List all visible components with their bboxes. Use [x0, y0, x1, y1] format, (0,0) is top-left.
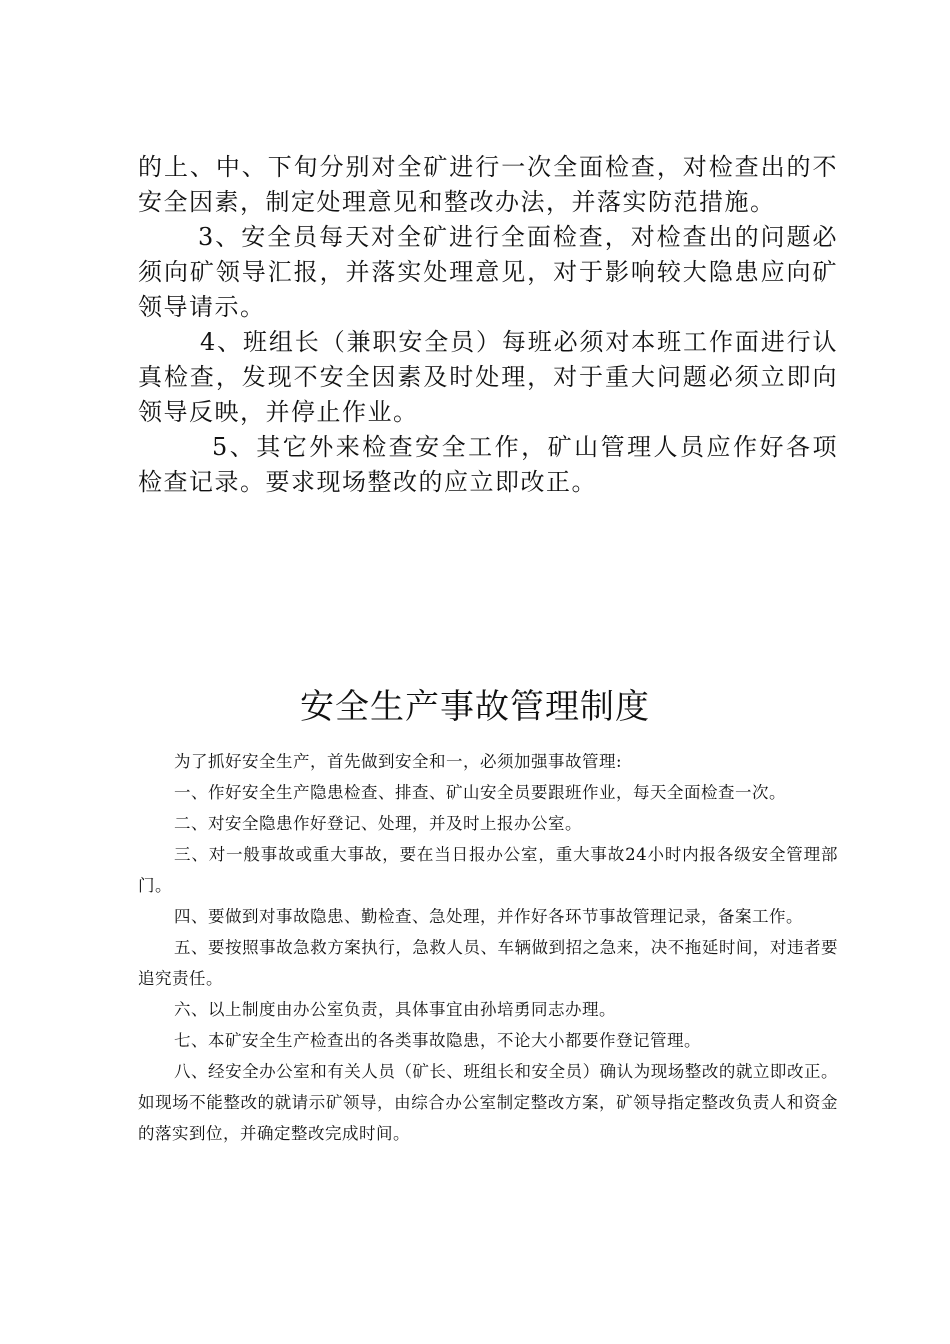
rules-intro: 为了抓好安全生产，首先做到安全和一，必须加强事故管理: [174, 752, 623, 771]
paragraph-item-4: 4、班组长（兼职安全员）每班必须对本班工作面进行认真检查，发现不安全因素及时处理，对于重大问题必须立即向领导反映，并停止作业。 [138, 328, 838, 426]
rule-item-6: 六、以上制度由办公室负责，具体事宜由孙培勇同志办理。 [174, 1000, 616, 1019]
rule-item-8: 八、经安全办公室和有关人员（矿长、班组长和安全员）确认为现场整改的就立即改正。如现场不能整改的就请示矿领导，由综合办公室制定整改方案，矿领导指定整改负责人和资金的落实到位，并确定整改完成时间。 [138, 1062, 838, 1143]
rule-item-2: 二、对安全隐患作好登记、处理，并及时上报办公室。 [174, 814, 582, 833]
rule-item-7: 七、本矿安全生产检查出的各类事故隐患，不论大小都要作登记管理。 [174, 1031, 701, 1050]
rule-item-1: 一、作好安全生产隐患检查、排查、矿山安全员要跟班作业，每天全面检查一次。 [174, 783, 786, 802]
paragraph-continued: 的上、中、下旬分别对全矿进行一次全面检查，对检查出的不安全因素，制定处理意见和整改办法，并落实防范措施。 [138, 153, 838, 216]
rules-section [138, 746, 838, 1149]
paragraph-item-3: 3、安全员每天对全矿进行全面检查，对检查出的问题必须向矿领导汇报，并落实处理意见，对于影响较大隐患应向矿领导请示。 [138, 223, 838, 321]
paragraph-item-5: 5、其它外来检查安全工作，矿山管理人员应作好各项检查记录。要求现场整改的应立即改正。 [138, 433, 838, 496]
rule-item-5: 五、要按照事故急救方案执行，急救人员、车辆做到招之急来，决不拖延时间，对违者要追究责任。 [138, 938, 838, 988]
section-title: 安全生产事故管理制度 [300, 687, 650, 727]
rule-item-4: 四、要做到对事故隐患、勤检查、急处理，并作好各环节事故管理记录，备案工作。 [174, 907, 803, 926]
inspection-section [138, 150, 838, 500]
rule-item-3: 三、对一般事故或重大事故，要在当日报办公室，重大事故24小时内报各级安全管理部门。 [138, 845, 838, 895]
